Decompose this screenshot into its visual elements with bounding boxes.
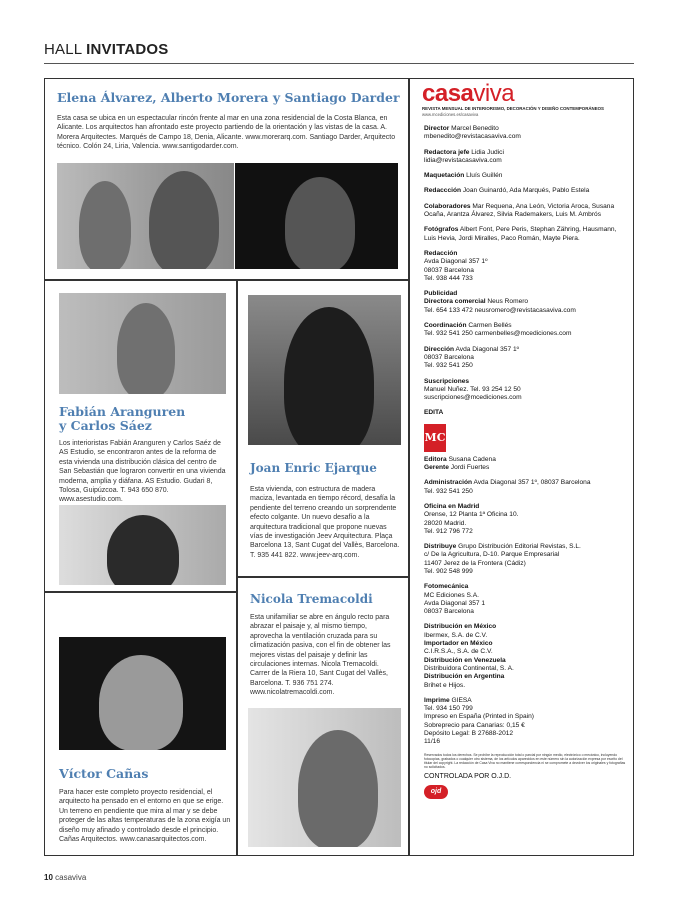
credit-colaboradores: Colaboradores Mar Requena, Ana León, Victoria Aroca, Susana Ocaña, Arantza Álvarez, Silvia Rademakers, Luis M. Ambrós <box>424 202 615 219</box>
administracion-label: Administración Avda Diagonal 357 1º, 08037 Barcelona <box>424 479 591 487</box>
credit-fotografos: Fotógrafos Albert Font, Pere Peris, Stephan Zähring, Hausmann, Luis Hevia, Jordi Miralles, Paco Román, Mayte Piera. <box>424 226 617 242</box>
ojd-logo: ojd <box>424 785 448 799</box>
casaviva-logo <box>422 81 514 107</box>
guest-card-tremacoldi <box>237 577 409 856</box>
guest-photo <box>59 637 226 750</box>
credit-maquetacion: Maquetación Lluís Guillén <box>424 172 503 180</box>
person-silhouette-icon <box>107 515 179 585</box>
guest-name-line1: Fabián Aranguren <box>59 404 186 419</box>
guest-description: Esta vivienda, con estructura de madera maciza, levantada en tiempo récord, desafía la pendiente del terreno creando un sorprendente efecto colgante. Un nuevo desafío a la arquitectura tradicional que propone nuevas vías de investigación Jeev Arquitectura. Plaça Barcelona 13, Sant Cugat del Vallès, Barcelona. T. 935 441 822. www.jeev-arq.com. <box>250 486 400 559</box>
person-silhouette-icon <box>99 655 183 750</box>
guest-name: Elena Álvarez, Alberto Morera y Santiago Darder <box>57 90 400 105</box>
mc-logo: MC <box>424 424 446 452</box>
ojd-label: CONTROLADA POR O.J.D. <box>424 773 512 781</box>
section-label: HALL <box>44 41 82 58</box>
suscripciones-label: Suscripciones <box>424 377 470 385</box>
masthead-credits: Director Marcel Benedito mbenedito@revistacasaviva.com Redactora jefe Lidia Judici lidia@revistacasaviva.com Maquetación Lluís Guillén Redaccción Joan Guinardó, Ada Marqués, Pablo Estela Colaboradores Mar Requena, Ana León, Victoria Aroca, Susana Ocaña, Arantza Álvarez, Silvia Rademakers, Luis M. Ambrós Fotógrafos Albert Font, Pere Peris, Stephan Zähring, Hausmann, Luis Hevia, Jordi Miralles, Paco Román, Mayte Piera. Redacción Avda Diagonal 357 1º 08037 Barcelona Tel. 938 444 733 Publicidad Directora comercial Neus Romero Tel. 654 133 472 neusromero@revistacasaviva.com Coordinación Carmen Bellés Tel. 932 541 250 carmenbelles@mcediciones.com Dirección Avda Diagonal 357 1º 08037 Barcelona Tel. 932 541 250 Suscripciones Manuel Nuñez. Tel. 93 254 12 50 suscripciones@mcediciones.com EDITA MC Editora Susana Cadena Gerente Jordi Fuertes Administración Avda Diagonal 357 1º, 08037 Barcelona Tel. 932 541 250 Oficina en Madrid Orense, 12 Planta 1ª Oficina 10. 28020 Madrid. Tel. 912 796 772 Distribuye Grupo Distribución Editorial Revistas, S.L. c/ De la Agricultura, D-10. Parque Empresarial 11407 Jerez de la Frontera (Cádiz) Tel. 902 548 999 Fotomecánica MC Ediciones S.A. Avda Diagonal 357 1 08037 Barcelona Distribución en México Ibermex, S.A. de C.V. Importador en México C.I.R.S.A., S.A. de C.V. Distribución en Venezuela Distribuidora Continental, S. A. Distribución en Argentina Brihet e Hijos. Imprime GIESA Tel. 934 150 799 Impreso en España (Printed in Spain) Sobreprecio para Canarias: 0,15 € Depósito Legal: B 27688-2012 11/16 Reservados todos los derechos. Se prohíbe la reproducción total o parcial por ningún medio, electrónico o mecánico, incluyendo fotocopias, grabados o cualquier otro sistema, de los artículos aparecidos en este número sin la autorización expresa por escrito del titular del copyright. La redacción de Casa Viva no mantiene correspondencia ni se compromete a devolver los originales y fotografías no solicitados. CONTROLADA POR O.J.D. ojd <box>424 125 629 799</box>
person-silhouette-icon <box>79 181 131 269</box>
guest-card-canas <box>44 592 237 856</box>
masthead-url: www.mcediciones.es/casaviva <box>422 112 479 117</box>
logo-casa: casa <box>422 80 474 107</box>
legal-notice: Reservados todos los derechos. Se prohíbe la reproducción total o parcial por ningún medio, electrónico o mecánico, incluyendo fotocopias, grabados o cualquier otro sistema, de los artículos aparecidos en este número sin la autorización expresa por escrito del titular del copyright. La redacción de Casa Viva no mantiene correspondencia ni se compromete a devolver los originales y fotografías no solicitados. <box>424 752 626 770</box>
person-silhouette-icon <box>285 177 355 269</box>
credit-redaccion: Redaccción Joan Guinardó, Ada Marqués, Pablo Estela <box>424 187 590 195</box>
guest-name: Joan Enric Ejarque <box>250 461 377 475</box>
redaccion-label: Redacción <box>424 249 458 257</box>
guest-photo <box>59 505 226 585</box>
guest-card-alvarez <box>44 78 409 280</box>
guest-photo <box>235 163 398 269</box>
guest-name <box>59 405 185 433</box>
section-header <box>44 41 169 58</box>
distribuye-label: Distribuye Grupo Distribución Editorial Revistas, S.L. <box>424 543 581 551</box>
guest-description: Esta unifamiliar se abre en ángulo recto para abrazar el paisaje y, al mismo tiempo, aprovecha la ventilación cruzada para su climatización pasiva, con el fin de obtener las mejores vistas del paisaje y definir las circulaciones internas. Nicola Tremacoldi. Carrer de la Riera 10, Sant Cugat del Vallès, Barcelona. T. 936 751 274. www.nicolatremacoldi.com. <box>250 614 391 697</box>
guest-photo <box>248 295 401 445</box>
credit-director-email: mbenedito@revistacasaviva.com <box>424 133 521 141</box>
section-title: INVITADOS <box>86 41 169 58</box>
guest-photo <box>59 293 226 394</box>
guest-description: Para hacer este completo proyecto residencial, el arquitecto ha pensado en el entorno en que se erige. Un terreno en pendiente que mira al mar y se debe proteger de las altas temperaturas de la zona exigía un diseño muy afinado y controlado desde el principio. Cañas Arquitectos. www.canasarquitectos.com. <box>59 789 231 844</box>
imprime-label: Imprime GIESA <box>424 696 472 704</box>
guest-photo <box>248 708 401 847</box>
guest-name: Víctor Cañas <box>59 766 149 781</box>
person-silhouette-icon <box>149 171 219 269</box>
guest-card-aranguren <box>44 280 237 592</box>
logo-viva: viva <box>473 80 515 107</box>
masthead-panel <box>409 78 634 856</box>
header-rule <box>44 63 634 64</box>
page-footer <box>44 873 86 882</box>
publicidad-label: Publicidad <box>424 290 458 298</box>
masthead-tagline: REVISTA MENSUAL DE INTERIORISMO, DECORACIÓN Y DISEÑO CONTEMPORÁNEOS <box>422 106 604 111</box>
credit-redactora-email: lidia@revistacasaviva.com <box>424 156 502 164</box>
guest-description: Esta casa se ubica en un espectacular rincón frente al mar en una zona residencial de la Costa Blanca, en Alicante. Los arquitectos han afrontado este proyecto partiendo de la orientación y las vistas de la casa. A. Morera Arquitectes. Marqués de Campo 18, Denia, Alicante. www.morerarq.com. Santiago Darder, Arquitecto técnico. Colón 24, Liria, Valencia. www.santigodarder.com. <box>57 115 396 151</box>
person-silhouette-icon <box>284 307 374 445</box>
guest-photo <box>57 163 234 269</box>
footer-brand: casaviva <box>55 873 87 882</box>
coordinacion-label: Coordinación Carmen Bellés <box>424 322 512 330</box>
madrid-label: Oficina en Madrid <box>424 502 480 510</box>
credit-director: Director Marcel Benedito <box>424 125 499 132</box>
person-silhouette-icon <box>117 303 175 394</box>
guest-description: Los interioristas Fabián Aranguren y Carlos Saéz de AS Estudio, se encontraron antes de la reforma de esta vivienda una distribución clásica del centro de San Sebastián que lograron convertir en una vivienda moderna, amplia y diáfana. AS Estudio. Gudari 8, Tolosa, Guipúzcoa. T. 943 650 870. www.asestudio.com. <box>59 440 226 504</box>
direccion-label: Dirección Avda Diagonal 357 1º <box>424 345 520 353</box>
edita-label: EDITA <box>424 409 444 417</box>
person-silhouette-icon <box>298 730 378 847</box>
page-number: 10 <box>44 873 53 882</box>
guest-name-line2: y Carlos Sáez <box>59 418 152 433</box>
guest-name: Nicola Tremacoldi <box>250 592 373 606</box>
credit-redactora: Redactora jefe Lidia Judici <box>424 148 504 156</box>
guest-card-ejarque <box>237 280 409 577</box>
fotomecanica-label: Fotomecánica <box>424 583 469 591</box>
